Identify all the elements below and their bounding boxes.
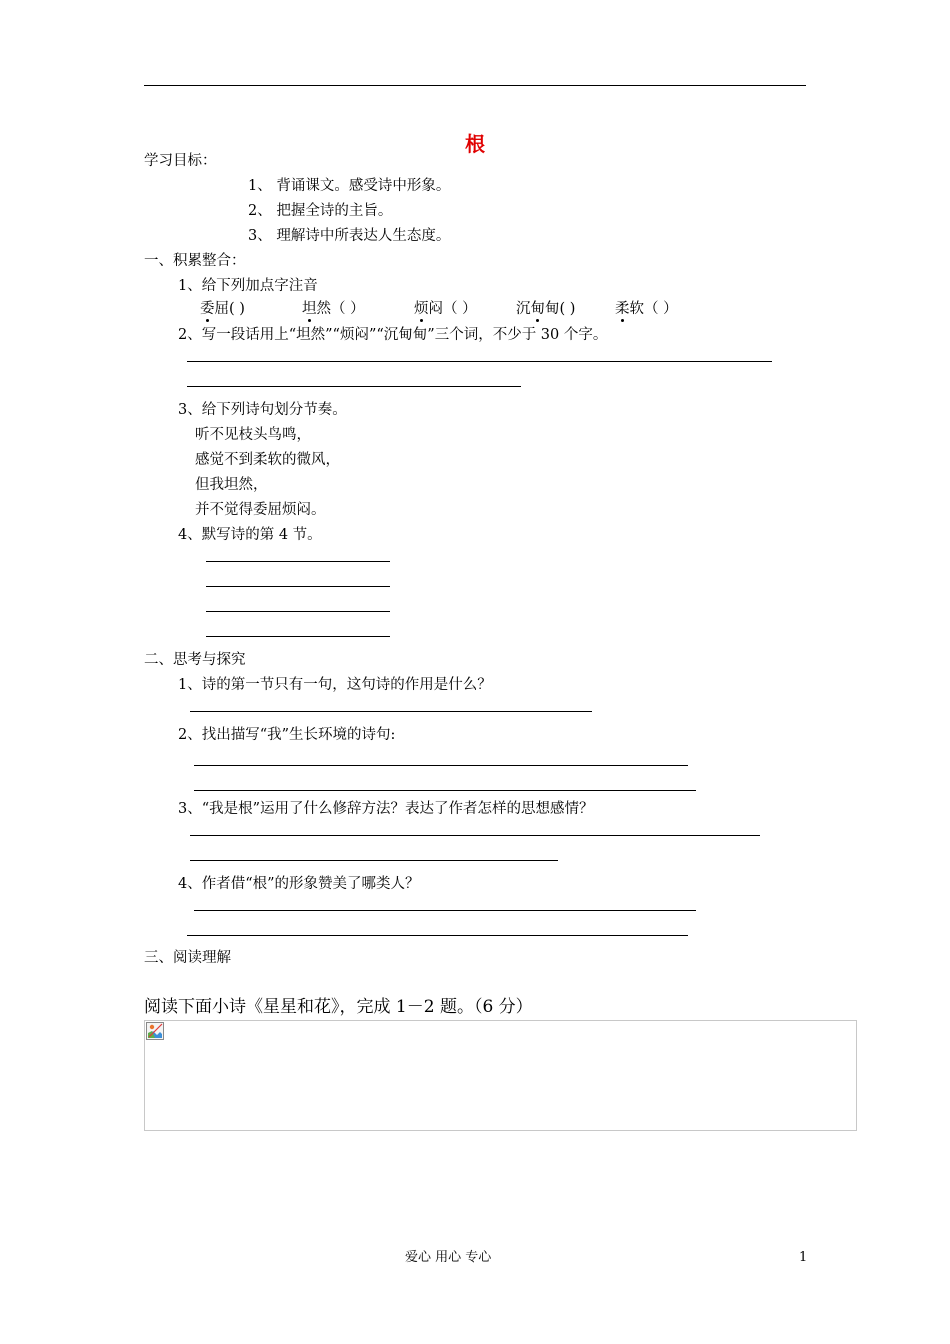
s1-q4-prompt: 4、默写诗的第 4 节。 <box>178 527 322 543</box>
pinyin-word-4: 沉甸甸( ) <box>516 301 576 317</box>
objective-item-2: 2、 把握全诗的主旨。 <box>248 203 393 219</box>
pinyin-word-5: 柔软（ ） <box>615 301 678 317</box>
s2-q3-prompt: 3、“我是根”运用了什么修辞方法？表达了作者怎样的思想感情？ <box>178 801 594 817</box>
footer-motto: 爱心 用心 专心 <box>405 1250 492 1265</box>
poem-line-1: 听不见枝头鸟鸣， <box>195 427 311 443</box>
document-title: 根 <box>465 132 485 156</box>
answer-line <box>187 361 772 362</box>
poem-image-placeholder <box>144 1020 857 1131</box>
poem-line-2: 感觉不到柔软的微风， <box>195 452 340 468</box>
answer-line <box>190 835 760 836</box>
answer-line <box>190 711 592 712</box>
s1-q1-prompt: 1、给下列加点字注音 <box>178 278 318 294</box>
section3-heading: 三、阅读理解 <box>144 950 231 966</box>
objective-item-3: 3、 理解诗中所表达人生态度。 <box>248 228 451 244</box>
answer-line <box>187 386 521 387</box>
answer-line <box>206 636 390 637</box>
reading-instruction: 阅读下面小诗《星星和花》，完成 1－2 题。（6 分） <box>144 997 533 1017</box>
objectives-heading: 学习目标： <box>144 153 217 169</box>
answer-line <box>194 790 696 791</box>
answer-line <box>206 586 390 587</box>
answer-line <box>194 910 696 911</box>
broken-image-icon <box>146 1022 164 1040</box>
pinyin-word-3: 烦闷（ ） <box>414 301 477 317</box>
answer-line <box>187 935 688 936</box>
section2-heading: 二、思考与探究 <box>144 652 246 668</box>
answer-line <box>194 765 688 766</box>
answer-line <box>190 860 558 861</box>
pinyin-word-1: 委屈( ) <box>200 301 245 317</box>
poem-line-4: 并不觉得委屈烦闷。 <box>195 502 326 518</box>
answer-line <box>206 611 390 612</box>
s2-q1-prompt: 1、诗的第一节只有一句，这句诗的作用是什么？ <box>178 677 492 693</box>
section1-heading: 一、积累整合： <box>144 253 246 269</box>
s1-q2-prompt: 2、写一段话用上“坦然”“烦闷”“沉甸甸”三个词，不少于 30 个字。 <box>178 327 608 343</box>
objective-item-1: 1、 背诵课文。感受诗中形象。 <box>248 178 451 194</box>
s2-q4-prompt: 4、作者借“根”的形象赞美了哪类人？ <box>178 876 420 892</box>
pinyin-word-2: 坦然（ ） <box>302 301 365 317</box>
header-rule <box>144 85 806 86</box>
page-number: 1 <box>799 1250 808 1265</box>
poem-line-3: 但我坦然， <box>195 477 268 493</box>
s1-q3-prompt: 3、给下列诗句划分节奏。 <box>178 402 347 418</box>
answer-line <box>206 561 390 562</box>
s2-q2-prompt: 2、找出描写“我”生长环境的诗句: <box>178 727 396 743</box>
